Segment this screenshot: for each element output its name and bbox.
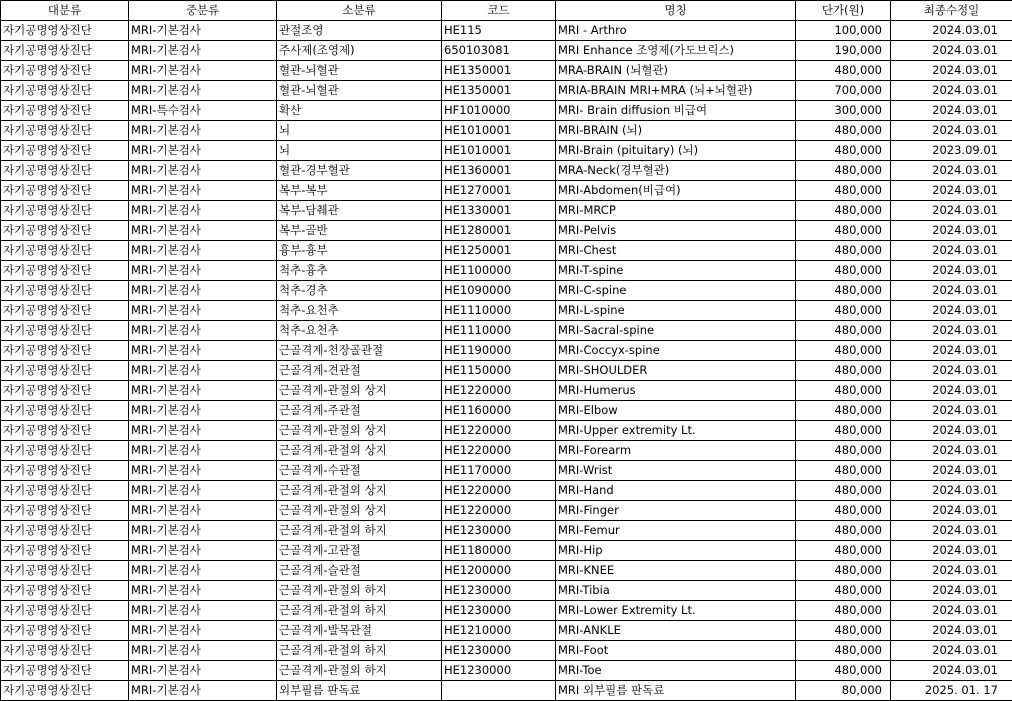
cell-code: HE1180000 (442, 541, 556, 561)
cell-unit-price: 480,000 (796, 241, 891, 261)
cell-name: MRI-ANKLE (556, 621, 796, 641)
header-major-category: 대분류 (1, 1, 129, 21)
table-row (1, 61, 1012, 81)
cell-middle-category: MRI-기본검사 (129, 161, 277, 181)
cell-last-modified: 2024.03.01 (891, 221, 1012, 241)
cell-name: MRI-Pelvis (556, 221, 796, 241)
cell-code: HE1210000 (442, 621, 556, 641)
table-row (1, 261, 1012, 281)
cell-last-modified: 2024.03.01 (891, 581, 1012, 601)
cell-unit-price: 480,000 (796, 321, 891, 341)
cell-middle-category: MRI-기본검사 (129, 61, 277, 81)
cell-last-modified: 2024.03.01 (891, 561, 1012, 581)
cell-major-category: 자기공명영상진단 (1, 301, 129, 321)
cell-major-category: 자기공명영상진단 (1, 421, 129, 441)
cell-major-category: 자기공명영상진단 (1, 21, 129, 41)
cell-unit-price: 480,000 (796, 61, 891, 81)
table-row (1, 221, 1012, 241)
cell-name: MRI- Brain diffusion 비급여 (556, 101, 796, 121)
table-row (1, 81, 1012, 101)
header-code: 코드 (442, 1, 556, 21)
cell-code: HE1230000 (442, 581, 556, 601)
cell-major-category: 자기공명영상진단 (1, 681, 129, 701)
cell-major-category: 자기공명영상진단 (1, 521, 129, 541)
cell-last-modified: 2024.03.01 (891, 121, 1012, 141)
cell-minor-category: 확산 (277, 101, 442, 121)
cell-minor-category: 근골격계-고관절 (277, 541, 442, 561)
cell-minor-category: 근골격계-주관절 (277, 401, 442, 421)
header-row (1, 1, 1012, 21)
table-row (1, 301, 1012, 321)
cell-last-modified: 2024.03.01 (891, 321, 1012, 341)
cell-last-modified: 2024.03.01 (891, 481, 1012, 501)
cell-code: HE1250001 (442, 241, 556, 261)
cell-middle-category: MRI-기본검사 (129, 261, 277, 281)
cell-middle-category: MRI-기본검사 (129, 581, 277, 601)
cell-name: MRI-BRAIN (뇌) (556, 121, 796, 141)
cell-code: HE1350001 (442, 81, 556, 101)
cell-last-modified: 2024.03.01 (891, 541, 1012, 561)
cell-unit-price: 480,000 (796, 481, 891, 501)
cell-unit-price: 480,000 (796, 601, 891, 621)
cell-last-modified: 2024.03.01 (891, 341, 1012, 361)
cell-major-category: 자기공명영상진단 (1, 61, 129, 81)
cell-name: MRI-Foot (556, 641, 796, 661)
cell-minor-category: 복부-골반 (277, 221, 442, 241)
cell-unit-price: 480,000 (796, 301, 891, 321)
cell-minor-category: 근골격계-관절외 하지 (277, 641, 442, 661)
cell-middle-category: MRI-기본검사 (129, 421, 277, 441)
table-row (1, 461, 1012, 481)
cell-middle-category: MRI-기본검사 (129, 201, 277, 221)
table-row (1, 341, 1012, 361)
cell-minor-category: 근골격계-관절외 상지 (277, 481, 442, 501)
cell-major-category: 자기공명영상진단 (1, 601, 129, 621)
cell-major-category: 자기공명영상진단 (1, 341, 129, 361)
table-row (1, 141, 1012, 161)
cell-name: MRI-T-spine (556, 261, 796, 281)
cell-middle-category: MRI-기본검사 (129, 301, 277, 321)
cell-middle-category: MRI-기본검사 (129, 121, 277, 141)
table-row (1, 621, 1012, 641)
cell-unit-price: 480,000 (796, 401, 891, 421)
cell-unit-price: 480,000 (796, 181, 891, 201)
cell-code: HE1110000 (442, 301, 556, 321)
cell-minor-category: 혈관-경부혈관 (277, 161, 442, 181)
cell-code: HE1360001 (442, 161, 556, 181)
cell-last-modified: 2024.03.01 (891, 261, 1012, 281)
cell-unit-price: 480,000 (796, 501, 891, 521)
cell-minor-category: 근골격계-관절외 상지 (277, 441, 442, 461)
cell-last-modified: 2024.03.01 (891, 521, 1012, 541)
table-row (1, 21, 1012, 41)
cell-major-category: 자기공명영상진단 (1, 641, 129, 661)
cell-minor-category: 복부-복부 (277, 181, 442, 201)
cell-name: MRI - Arthro (556, 21, 796, 41)
cell-name: MRI-Brain (pituitary) (뇌) (556, 141, 796, 161)
cell-minor-category: 뇌 (277, 121, 442, 141)
cell-minor-category: 관절조영 (277, 21, 442, 41)
cell-middle-category: MRI-기본검사 (129, 441, 277, 461)
cell-middle-category: MRI-기본검사 (129, 481, 277, 501)
cell-name: MRA-Neck(경부혈관) (556, 161, 796, 181)
cell-minor-category: 근골격계-견관절 (277, 361, 442, 381)
cell-name: MRI-Wrist (556, 461, 796, 481)
cell-last-modified: 2024.03.01 (891, 301, 1012, 321)
cell-last-modified: 2024.03.01 (891, 161, 1012, 181)
cell-middle-category: MRI-기본검사 (129, 21, 277, 41)
cell-minor-category: 근골격계-관절외 상지 (277, 421, 442, 441)
cell-unit-price: 300,000 (796, 101, 891, 121)
cell-name: MRI-Humerus (556, 381, 796, 401)
table-row (1, 41, 1012, 61)
cell-unit-price: 480,000 (796, 221, 891, 241)
cell-code: HE1220000 (442, 421, 556, 441)
cell-last-modified: 2024.03.01 (891, 641, 1012, 661)
table-row (1, 681, 1012, 701)
cell-code: HE1100000 (442, 261, 556, 281)
cell-unit-price: 480,000 (796, 441, 891, 461)
table-row (1, 521, 1012, 541)
table-row (1, 641, 1012, 661)
cell-major-category: 자기공명영상진단 (1, 621, 129, 641)
cell-major-category: 자기공명영상진단 (1, 221, 129, 241)
table-row (1, 661, 1012, 681)
cell-name: MRI-Toe (556, 661, 796, 681)
cell-code: HE1220000 (442, 441, 556, 461)
cell-minor-category: 근골격계-관절외 하지 (277, 601, 442, 621)
cell-code: HE1150000 (442, 361, 556, 381)
cell-minor-category: 근골격계-수관절 (277, 461, 442, 481)
cell-unit-price: 480,000 (796, 621, 891, 641)
cell-unit-price: 480,000 (796, 461, 891, 481)
cell-unit-price: 480,000 (796, 561, 891, 581)
cell-major-category: 자기공명영상진단 (1, 321, 129, 341)
cell-middle-category: MRI-기본검사 (129, 281, 277, 301)
cell-major-category: 자기공명영상진단 (1, 501, 129, 521)
cell-code: HE1230000 (442, 601, 556, 621)
cell-major-category: 자기공명영상진단 (1, 661, 129, 681)
cell-code: HE1190000 (442, 341, 556, 361)
cell-name: MRI-Tibia (556, 581, 796, 601)
cell-middle-category: MRI-기본검사 (129, 401, 277, 421)
cell-minor-category: 근골격계-관절외 하지 (277, 661, 442, 681)
cell-last-modified: 2024.03.01 (891, 501, 1012, 521)
cell-major-category: 자기공명영상진단 (1, 481, 129, 501)
cell-unit-price: 480,000 (796, 521, 891, 541)
cell-unit-price: 700,000 (796, 81, 891, 101)
cell-code: HE1230000 (442, 661, 556, 681)
cell-major-category: 자기공명영상진단 (1, 81, 129, 101)
cell-name: MRI-KNEE (556, 561, 796, 581)
cell-name: MRI-Upper extremity Lt. (556, 421, 796, 441)
table-row (1, 401, 1012, 421)
cell-major-category: 자기공명영상진단 (1, 461, 129, 481)
cell-middle-category: MRI-기본검사 (129, 241, 277, 261)
cell-middle-category: MRI-기본검사 (129, 321, 277, 341)
cell-code (442, 681, 556, 701)
cell-middle-category: MRI-특수검사 (129, 101, 277, 121)
cell-unit-price: 480,000 (796, 381, 891, 401)
cell-code: HE1110000 (442, 321, 556, 341)
cell-middle-category: MRI-기본검사 (129, 81, 277, 101)
cell-middle-category: MRI-기본검사 (129, 661, 277, 681)
cell-unit-price: 480,000 (796, 541, 891, 561)
cell-minor-category: 근골격계-관절외 상지 (277, 381, 442, 401)
cell-unit-price: 480,000 (796, 641, 891, 661)
cell-last-modified: 2024.03.01 (891, 41, 1012, 61)
cell-minor-category: 혈관-뇌혈관 (277, 81, 442, 101)
table-row (1, 501, 1012, 521)
cell-minor-category: 척추-요천추 (277, 301, 442, 321)
cell-name: MRI-Hip (556, 541, 796, 561)
cell-middle-category: MRI-기본검사 (129, 541, 277, 561)
cell-middle-category: MRI-기본검사 (129, 641, 277, 661)
cell-last-modified: 2024.03.01 (891, 101, 1012, 121)
header-name: 명칭 (556, 1, 796, 21)
cell-major-category: 자기공명영상진단 (1, 281, 129, 301)
cell-major-category: 자기공명영상진단 (1, 121, 129, 141)
cell-middle-category: MRI-기본검사 (129, 461, 277, 481)
cell-major-category: 자기공명영상진단 (1, 201, 129, 221)
cell-middle-category: MRI-기본검사 (129, 361, 277, 381)
cell-major-category: 자기공명영상진단 (1, 581, 129, 601)
cell-name: MRI-Chest (556, 241, 796, 261)
cell-major-category: 자기공명영상진단 (1, 541, 129, 561)
cell-code: HE1220000 (442, 501, 556, 521)
cell-last-modified: 2024.03.01 (891, 201, 1012, 221)
cell-last-modified: 2024.03.01 (891, 421, 1012, 441)
cell-name: MRI-Finger (556, 501, 796, 521)
header-middle-category: 중분류 (129, 1, 277, 21)
cell-major-category: 자기공명영상진단 (1, 101, 129, 121)
header-minor-category: 소분류 (277, 1, 442, 21)
cell-last-modified: 2024.03.01 (891, 281, 1012, 301)
cell-middle-category: MRI-기본검사 (129, 221, 277, 241)
cell-minor-category: 주사제(조영제) (277, 41, 442, 61)
table-row (1, 481, 1012, 501)
cell-code: HE1090000 (442, 281, 556, 301)
cell-minor-category: 근골격계-관절외 상지 (277, 501, 442, 521)
cell-last-modified: 2024.03.01 (891, 61, 1012, 81)
cell-minor-category: 복부-담췌관 (277, 201, 442, 221)
cell-name: MRI-Lower Extremity Lt. (556, 601, 796, 621)
table-row (1, 561, 1012, 581)
cell-name: MRI-Coccyx-spine (556, 341, 796, 361)
cell-middle-category: MRI-기본검사 (129, 501, 277, 521)
cell-last-modified: 2024.03.01 (891, 241, 1012, 261)
cell-major-category: 자기공명영상진단 (1, 181, 129, 201)
cell-last-modified: 2024.03.01 (891, 81, 1012, 101)
cell-last-modified: 2024.03.01 (891, 661, 1012, 681)
cell-minor-category: 외부필름 판독료 (277, 681, 442, 701)
cell-unit-price: 480,000 (796, 201, 891, 221)
cell-middle-category: MRI-기본검사 (129, 141, 277, 161)
cell-name: MRI-L-spine (556, 301, 796, 321)
cell-code: HE1200000 (442, 561, 556, 581)
table-row (1, 601, 1012, 621)
cell-unit-price: 480,000 (796, 121, 891, 141)
cell-last-modified: 2024.03.01 (891, 181, 1012, 201)
cell-unit-price: 480,000 (796, 421, 891, 441)
cell-code: HE1170000 (442, 461, 556, 481)
cell-middle-category: MRI-기본검사 (129, 41, 277, 61)
table-row (1, 581, 1012, 601)
cell-code: 650103081 (442, 41, 556, 61)
cell-code: HE1220000 (442, 381, 556, 401)
cell-name: MRI-C-spine (556, 281, 796, 301)
cell-last-modified: 2023.09.01 (891, 141, 1012, 161)
table-row (1, 161, 1012, 181)
cell-name: MRI-Abdomen(비급여) (556, 181, 796, 201)
cell-major-category: 자기공명영상진단 (1, 381, 129, 401)
table-row (1, 321, 1012, 341)
cell-minor-category: 근골격계-천장골관절 (277, 341, 442, 361)
table-row (1, 121, 1012, 141)
cell-unit-price: 480,000 (796, 661, 891, 681)
table-row (1, 281, 1012, 301)
cell-code: HE115 (442, 21, 556, 41)
cell-major-category: 자기공명영상진단 (1, 441, 129, 461)
cell-minor-category: 흉부-흉부 (277, 241, 442, 261)
cell-unit-price: 480,000 (796, 161, 891, 181)
cell-name: MRI Enhance 조영제(가도브릭스) (556, 41, 796, 61)
cell-unit-price: 480,000 (796, 281, 891, 301)
cell-major-category: 자기공명영상진단 (1, 401, 129, 421)
cell-middle-category: MRI-기본검사 (129, 601, 277, 621)
cell-minor-category: 척추-경추 (277, 281, 442, 301)
cell-unit-price: 480,000 (796, 581, 891, 601)
cell-minor-category: 척추-흉추 (277, 261, 442, 281)
cell-middle-category: MRI-기본검사 (129, 181, 277, 201)
header-last-modified: 최종수정일 (891, 1, 1012, 21)
table-row (1, 361, 1012, 381)
cell-minor-category: 근골격계-관절외 하지 (277, 521, 442, 541)
cell-minor-category: 근골격계-관절외 하지 (277, 581, 442, 601)
cell-code: HE1160000 (442, 401, 556, 421)
table-row (1, 181, 1012, 201)
table-row (1, 201, 1012, 221)
cell-name: MRI-Forearm (556, 441, 796, 461)
cell-minor-category: 근골격계-슬관절 (277, 561, 442, 581)
cell-major-category: 자기공명영상진단 (1, 361, 129, 381)
table-row (1, 381, 1012, 401)
cell-unit-price: 480,000 (796, 341, 891, 361)
table-row (1, 101, 1012, 121)
cell-name: MRIA-BRAIN MRI+MRA (뇌+뇌혈관) (556, 81, 796, 101)
cell-code: HE1010001 (442, 141, 556, 161)
cell-name: MRI-Elbow (556, 401, 796, 421)
table-body (1, 21, 1012, 701)
cell-code: HE1230000 (442, 641, 556, 661)
cell-last-modified: 2024.03.01 (891, 601, 1012, 621)
cell-code: HE1010001 (442, 121, 556, 141)
cell-last-modified: 2024.03.01 (891, 461, 1012, 481)
cell-code: HE1220000 (442, 481, 556, 501)
cell-major-category: 자기공명영상진단 (1, 241, 129, 261)
table-row (1, 441, 1012, 461)
cell-major-category: 자기공명영상진단 (1, 41, 129, 61)
table-row (1, 241, 1012, 261)
cell-middle-category: MRI-기본검사 (129, 341, 277, 361)
cell-minor-category: 뇌 (277, 141, 442, 161)
table-row (1, 421, 1012, 441)
cell-name: MRI-MRCP (556, 201, 796, 221)
cell-major-category: 자기공명영상진단 (1, 561, 129, 581)
cell-unit-price: 100,000 (796, 21, 891, 41)
cell-unit-price: 480,000 (796, 141, 891, 161)
cell-minor-category: 혈관-뇌혈관 (277, 61, 442, 81)
cell-last-modified: 2024.03.01 (891, 441, 1012, 461)
cell-name: MRA-BRAIN (뇌혈관) (556, 61, 796, 81)
cell-name: MRI-Femur (556, 521, 796, 541)
header-unit-price: 단가(원) (796, 1, 891, 21)
cell-middle-category: MRI-기본검사 (129, 621, 277, 641)
cell-code: HF1010000 (442, 101, 556, 121)
cell-major-category: 자기공명영상진단 (1, 141, 129, 161)
cell-major-category: 자기공명영상진단 (1, 261, 129, 281)
cell-code: HE1230000 (442, 521, 556, 541)
cell-name: MRI-Sacral-spine (556, 321, 796, 341)
cell-minor-category: 척추-요천추 (277, 321, 442, 341)
cell-unit-price: 190,000 (796, 41, 891, 61)
cell-name: MRI-SHOULDER (556, 361, 796, 381)
cell-last-modified: 2024.03.01 (891, 21, 1012, 41)
table-row (1, 541, 1012, 561)
cell-code: HE1330001 (442, 201, 556, 221)
cell-last-modified: 2024.03.01 (891, 621, 1012, 641)
cell-code: HE1280001 (442, 221, 556, 241)
cell-last-modified: 2025. 01. 17 (891, 681, 1012, 701)
cell-last-modified: 2024.03.01 (891, 381, 1012, 401)
cell-code: HE1350001 (442, 61, 556, 81)
cell-middle-category: MRI-기본검사 (129, 521, 277, 541)
cell-last-modified: 2024.03.01 (891, 361, 1012, 381)
cell-middle-category: MRI-기본검사 (129, 561, 277, 581)
cell-unit-price: 480,000 (796, 361, 891, 381)
cell-last-modified: 2024.03.01 (891, 401, 1012, 421)
cell-middle-category: MRI-기본검사 (129, 681, 277, 701)
cell-minor-category: 근골격계-발목관절 (277, 621, 442, 641)
cell-middle-category: MRI-기본검사 (129, 381, 277, 401)
cell-code: HE1270001 (442, 181, 556, 201)
cell-unit-price: 480,000 (796, 261, 891, 281)
cell-name: MRI 외부필름 판독료 (556, 681, 796, 701)
cell-unit-price: 80,000 (796, 681, 891, 701)
cell-major-category: 자기공명영상진단 (1, 161, 129, 181)
cell-name: MRI-Hand (556, 481, 796, 501)
